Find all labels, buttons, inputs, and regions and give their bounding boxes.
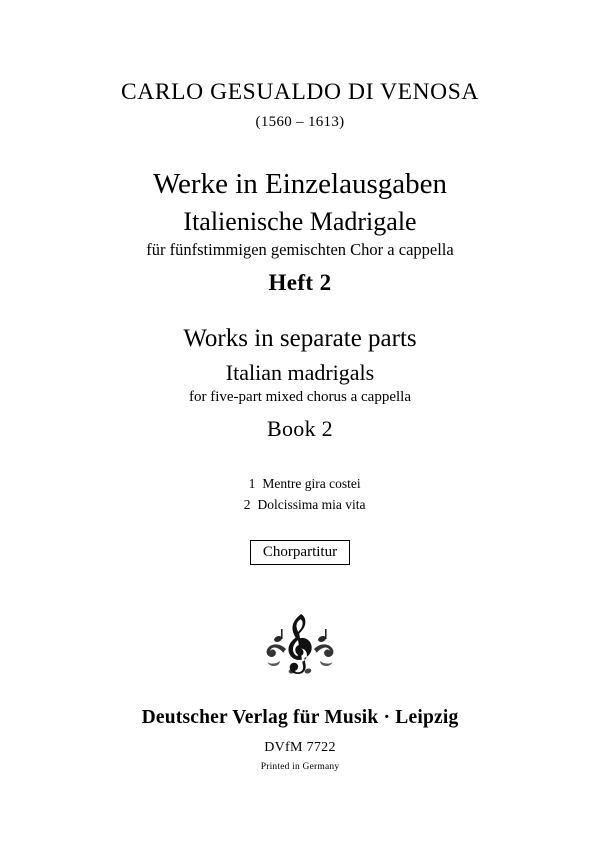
english-volume: Book 2 [267,415,333,441]
composer-name: CARLO GESUALDO DI VENOSA [121,79,479,105]
printed-in-note: Printed in Germany [260,762,340,773]
german-volume: Heft 2 [268,269,332,295]
contents-number: 2 [243,496,251,512]
contents-list [0,474,600,516]
composer-dates: (1560 – 1613) [255,113,345,130]
list-item [0,474,600,495]
german-scoring: für fünfstimmigen gemischten Chor a cappella [146,240,454,260]
contents-number: 1 [248,475,256,491]
contents-title: Mentre gira costei [262,475,361,491]
german-title-main: Werke in Einzelausgaben [153,167,447,200]
edition-type-wrap [0,540,600,566]
publisher-name: Deutscher Verlag für Musik · Leipzig [141,707,459,729]
english-scoring: for five-part mixed chorus a cappella [189,388,411,405]
english-title-main: Works in separate parts [183,324,417,352]
english-title-sub: Italian madrigals [225,359,375,385]
treble-clef-ornament-icon [0,609,600,687]
plate-number: DVfM 7722 [264,740,336,756]
edition-type-badge: Chorpartitur [250,540,350,566]
german-title-sub: Italienische Madrigale [183,207,417,237]
contents-title: Dolcissima mia vita [257,496,366,512]
list-item [0,495,600,516]
